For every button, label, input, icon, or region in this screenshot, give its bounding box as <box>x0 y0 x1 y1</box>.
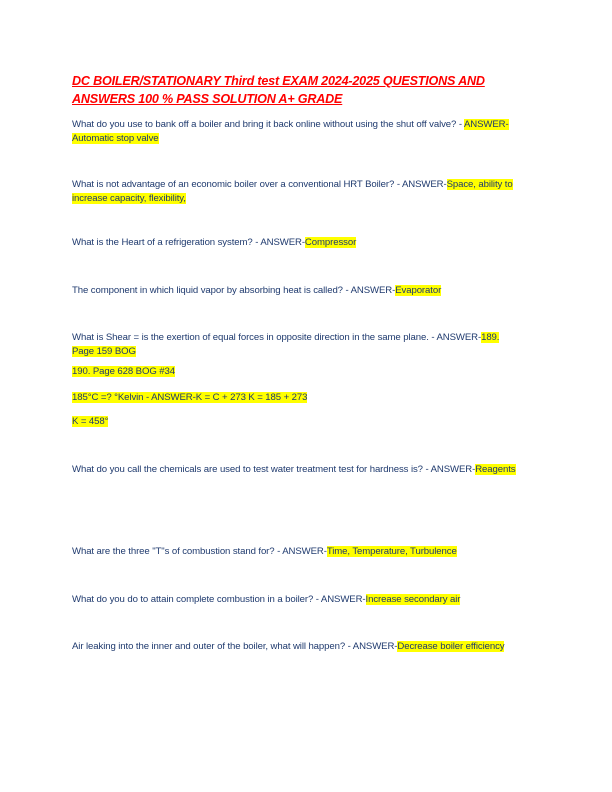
document-title: DC BOILER/STATIONARY Third test EXAM 2024-2025 QUESTIONS AND ANSWERS 100 % PASS SOLUTION A+ GRADE <box>72 74 485 106</box>
answer: Time, Temperature, Turbulence <box>326 546 457 557</box>
answer: 189. Page 159 BOG <box>72 332 500 357</box>
question: What is Shear = is the exertion of equal forces in opposite direction in the same plane. - ANSWER- <box>72 332 482 343</box>
answer: Evaporator <box>395 285 442 296</box>
answer: 185°C =? °Kelvin - ANSWER-K = C + 273 K = 185 + 273 <box>72 392 308 403</box>
qa-item <box>72 236 522 250</box>
question: What do you do to attain complete combustion in a boiler? - ANSWER- <box>72 594 366 605</box>
question: What do you use to bank off a boiler and bring it back online without using the shut off valve? - <box>72 119 464 130</box>
qa-item <box>72 284 522 298</box>
question: What is the Heart of a refrigeration system? - ANSWER- <box>72 237 305 248</box>
answer: K = 458° <box>72 416 109 427</box>
answer: Compressor <box>304 237 357 248</box>
answer: Space, ability to increase capacity, flexibility, <box>72 179 513 204</box>
qa-item <box>72 365 522 379</box>
qa-item <box>72 640 522 654</box>
question: Air leaking into the inner and outer of the boiler, what will happen? - ANSWER- <box>72 641 398 652</box>
qa-item <box>72 545 522 559</box>
question: What are the three "T"s of combustion stand for? - ANSWER- <box>72 546 327 557</box>
question: What do you call the chemicals are used to test water treatment test for hardness is? - ANSWER- <box>72 464 476 475</box>
qa-item <box>72 391 522 405</box>
qa-item <box>72 118 522 146</box>
answer: 190. Page 628 BOG #34 <box>72 366 175 377</box>
answer: Decrease boiler efficiency <box>397 641 505 652</box>
question: What is not advantage of an economic boiler over a conventional HRT Boiler? - ANSWER- <box>72 179 447 190</box>
answer: Increase secondary air <box>365 594 461 605</box>
question: The component in which liquid vapor by absorbing heat is called? - ANSWER- <box>72 285 396 296</box>
qa-item <box>72 415 522 429</box>
qa-item <box>72 331 522 359</box>
qa-item <box>72 593 522 607</box>
answer: ANSWER-Automatic stop valve <box>72 119 509 144</box>
qa-item <box>72 463 522 477</box>
answer: Reagents <box>475 464 516 475</box>
qa-item <box>72 178 522 206</box>
